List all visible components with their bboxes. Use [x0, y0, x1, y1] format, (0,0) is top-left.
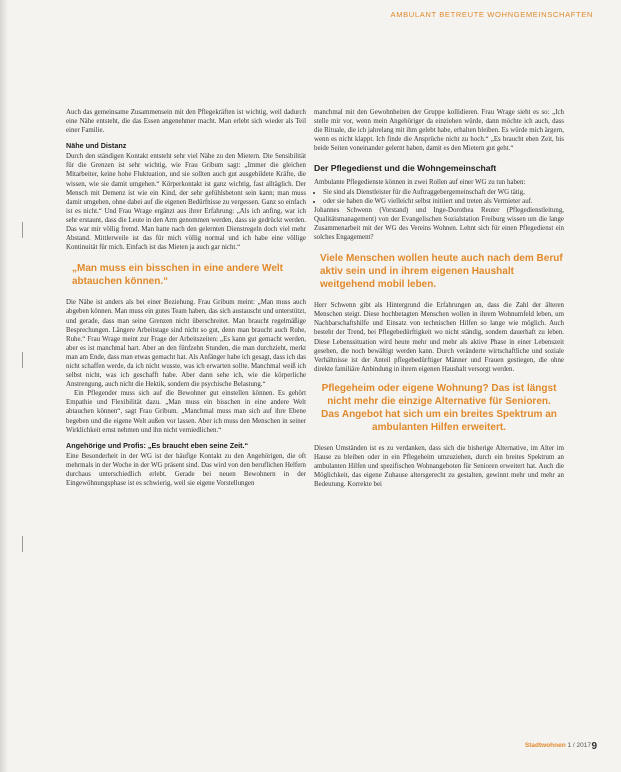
subheading: Angehörige und Profis: „Es braucht eben seine Zeit.“: [66, 440, 249, 450]
margin-mark: [22, 222, 23, 238]
page-edge: [0, 0, 8, 772]
section-header: AMBULANT BETREUTE WOHNGEMEINSCHAFTEN: [390, 10, 593, 19]
footer-brand: Stadtwohnen: [524, 742, 566, 749]
pull-quote: Pflegeheim oder eigene Wohnung? Das ist längst nicht mehr die einzige Alternative für Senioren. Das Angebot hat sich um ein breites Spektrum an ambulanten Hilfen erweitert.: [321, 382, 557, 433]
bullet-list: [314, 188, 564, 206]
margin-mark: [22, 536, 23, 552]
subheading: Nähe und Distanz: [66, 141, 127, 151]
list-item: • Sie sind als Dienstleister für die Auftraggebergemeinschaft der WG tätig,: [323, 188, 564, 197]
paragraph: Ambulante Pflegedienste können in zwei Rollen auf einer WG zu tun haben:: [314, 179, 526, 187]
pull-quote: Viele Menschen wollen heute auch nach dem Beruf aktiv sein und in ihrem eigenen Haushalt weitgehend mobil leben.: [320, 253, 563, 291]
left-column: [66, 108, 306, 488]
paragraph: Durch den ständigen Kontakt entsteht sehr viel Nähe zu den Mietern. Die Sensibilität für die Grenzen ist sehr wichtig, wie Frau Gribum sagt: „Immer die gleichen Mitarbeiter, keine hohe Fluktuation, und sie sollten auch gut ausgebildete Kräfte, die wissen, wie sie damit umgehen.“ Körperkontakt ist ganz wichtig, fast alltäglich. Der Mensch mit Demenz ist wie ein Kind, der sehr gefühlsbetont sein kann; man muss damit umgehen, ohne dabei auf die eigenen Bedürfnisse zu vergessen. Ganz so einfach ist es nicht.“ Und Frau Wrage ergänzt aus ihrer Erfahrung: „Als ich anfing, war ich sehr erstaunt, dass die Leute in den Arm genommen werden, dass sie gedrückt werden. Das war mir völlig fremd. Man hatte nach den gelernten Dienstregeln doch viel mehr Abstand. Mittlerweile ist das für mich völlig normal und ich habe eine völlige Kontinuität für mich. Einfach ist das Mieten ja auch gar nicht.“: [66, 153, 306, 252]
paragraph: Herr Schwenn gibt als Hintergrund die Erfahrungen an, dass die Zahl der älteren Menschen steigt. Diese hochbetagten Menschen wollen in ihrem Wohnumfeld leben, um Nachbarschaftshilfe und Einsatz von technischen Hilfen so lange wie möglich. Auch besteht der Trend, bei Pflegebedürftigkeit wo nicht ständig, sondern dauerhaft zu leben. Diese Lebenssituation wird heute mehr und mehr als aktive Phase in einer Lebenszeit gesehen, die noch bewältigt werden kann. Durch veränderte wirtschaftliche und soziale Verhältnisse ist der Anteil pflegebedürftiger Männer und Frauen gestiegen, die ohne direkte familiäre Anbindung in ihrem eigenen Haushalt versorgt werden.: [314, 302, 564, 373]
right-column: [314, 108, 564, 489]
paragraph: Diesen Umständen ist es zu verdanken, dass sich die bisherige Alternative, im Alter im Hause zu bleiben oder in ein Pflegeheim umzuziehen, durch ein breites Spektrum an ambulanten Hilfen und spezifischen Wohnangeboten für Senioren erweitert hat. Auch die Möglichkeit, das eigene Zuhause altersgerecht zu gestalten, gewinnt mehr und mehr an Bedeutung. Korrekte bei: [314, 444, 564, 489]
paragraph: Auch das gemeinsame Zusammensein mit den Pflegekräften ist wichtig, weil dadurch eine Nähe entsteht, die das Essen angenehmer macht. Man erlebt sich wieder als Teil einer Familie.: [66, 109, 306, 135]
page-number: 9: [591, 741, 597, 752]
paragraph: Johannes Schwenn (Vorstand) und Inge-Dorothea Reuter (Pflegedienstleitung, Qualitätsmanagement) von der Evangelischen Sozialstation Freiburg wissen um die lange Zusammenarbeit mit der WG des Vereins Wohnen. Lehnt sich für einen Pflegedienst ein solches Engagement?: [314, 206, 564, 242]
paragraph: Eine Besonderheit in der WG ist der häufige Kontakt zu den Angehörigen, die oft mehrmals in der Woche in der WG präsent sind. Das wird von den beruflichen Helfern durchaus unterschiedlich erlebt. Gerade bei neuen Bewohnern in der Eingewöhnungsphase ist es schwierig, weil sie eigene Vorstellungen: [66, 452, 306, 487]
paragraph: Die Nähe ist anders als bei einer Beziehung. Frau Gribum meint: „Man muss auch abgeben können. Man muss ein gutes Team haben, das sich austauscht und unterstützt, und gerade, dass man seine Grenzen nicht überschreitet. Man braucht regelmäßige Besprechungen. Längere Arbeitstage sind nicht so gut, denn man braucht auch Ruhe, Ruhe.“ Frau Wrage meint zur Frage der Arbeitszeiten: „Es kann gut gemacht werden, aber es ist manchmal hart. Aber an den fünfzehn Stunden, die man durchzieht, merkt man am Ende, dass man etwas gemacht hat. Als Anfänger habe ich gesagt, dass ich das nicht schaffen werde, da ich nicht wusste, was ich erwarten sollte. Manchmal weiß ich selbst nicht, was ich geschafft habe. Aber dann sehe ich, wie die körperliche Anstrengung, auch nicht die Hektik, sondern die psychische Belastung.“: [66, 299, 306, 389]
paragraph: manchmal mit den Gewohnheiten der Gruppe kollidieren. Frau Wrage sieht es so: „Ich stelle mir vor, wenn mein Angehöriger da einziehen würde, dann möchte ich auch, dass die Rituale, die ich jahrelang mit ihm gelebt habe, erhalten bleiben. Es würde mich ärgern, wenn es nicht klappt. Ich finde die Ansprüche nicht zu hoch.“ „Es braucht eben Zeit, bis beide Seiten voneinander gelernt haben, damit es den Mietern gut geht.“: [314, 109, 564, 153]
list-item: • oder sie haben die WG vielleicht selbst initiiert und treten als Vermieter auf.: [323, 197, 564, 206]
footer-issue: 1 / 2017: [567, 742, 591, 749]
pull-quote: „Man muss ein bisschen in eine andere Welt abtauchen können.“: [72, 263, 283, 288]
section-heading: Der Pflegedienst und die Wohngemeinschaft: [314, 163, 497, 174]
footer: [525, 742, 591, 749]
paragraph: Ein Pflegender muss sich auf die Bewohner gut einstellen können. Es gehört Empathie und Flexibilität dazu. „Man muss ein bisschen in eine andere Welt abtauchen können“, sagt Frau Gribum. „Manchmal muss man sich auf ihre Ebene begeben und die eigene Welt außen vor lassen. Aber ich muss den Menschen in seiner Wirklichkeit ernst nehmen und ihn nicht verniedlichen.“: [66, 390, 306, 434]
margin-mark: [22, 352, 23, 368]
